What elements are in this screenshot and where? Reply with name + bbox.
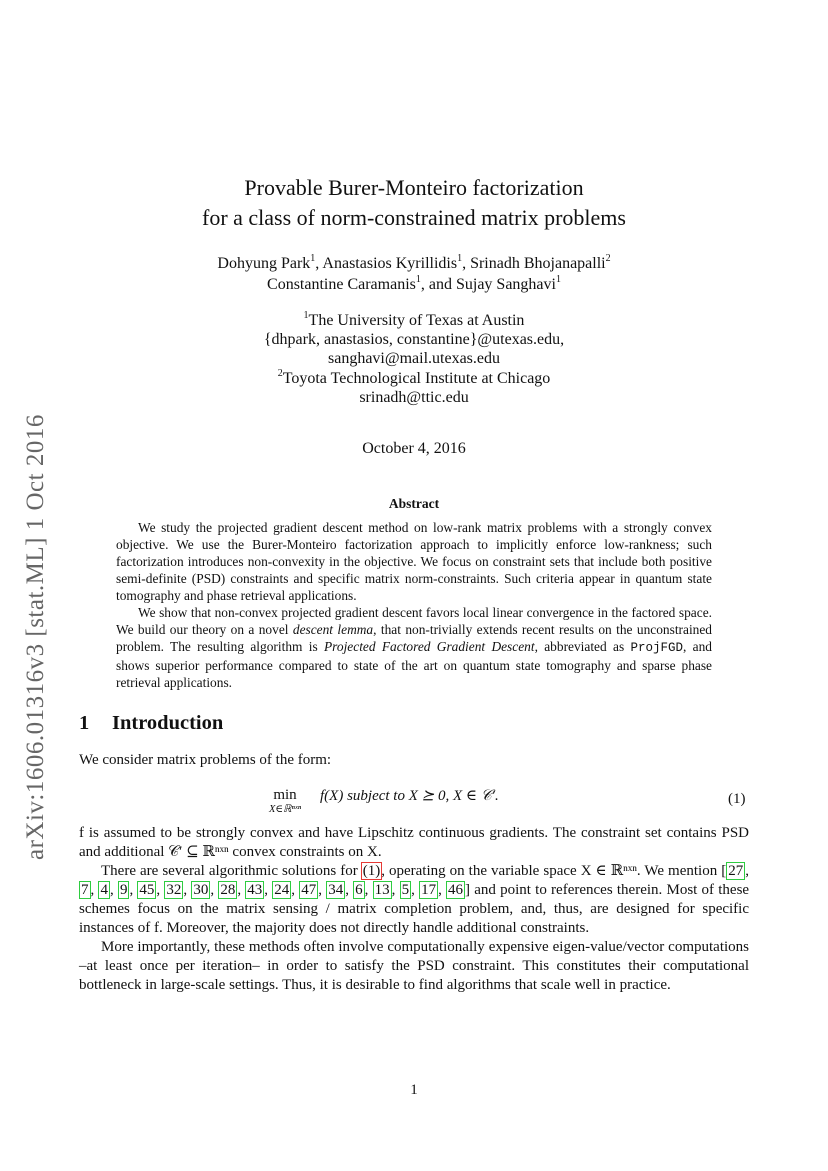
affiliation-1 bbox=[0, 311, 828, 331]
affiliation-name: Toyota Technological Institute at Chicago bbox=[282, 370, 551, 387]
intro-lead: We consider matrix problems of the form: bbox=[79, 752, 332, 768]
affiliation-name: The University of Texas at Austin bbox=[308, 312, 525, 329]
email-line-1: {dhpark, anastasios, constantine}@utexas.edu, bbox=[263, 331, 565, 348]
abstract-paragraph-2 bbox=[116, 604, 712, 691]
text-run: , that non-trivially extends recent results on the unconstrained problem. The resulting algorithm is bbox=[116, 622, 712, 654]
section-heading bbox=[79, 712, 223, 735]
citation-link[interactable]: 45 bbox=[139, 882, 155, 898]
equation-1 bbox=[0, 783, 828, 823]
intro-paragraph-3: More importantly, these methods often involve computationally expensive eigen-value/vector computations –at least once per iteration– in order to satisfy the PSD constraint. This constitutes their computational bottleneck in large-scale settings. Thus, it is desirable to find algorithms that scale well in practice. bbox=[79, 939, 749, 993]
citation-link[interactable]: 13 bbox=[374, 882, 390, 898]
author-name: Anastasios Kyrillidis bbox=[322, 255, 458, 272]
author-name: Dohyung Park bbox=[217, 255, 311, 272]
affil-mark: 1 bbox=[303, 310, 309, 321]
email-line-3: srinadh@ttic.edu bbox=[359, 389, 469, 406]
section-title: Introduction bbox=[112, 712, 224, 734]
citation-link[interactable]: 28 bbox=[220, 882, 236, 898]
citation-link[interactable]: 7 bbox=[81, 882, 89, 898]
text-run: , abbreviated as bbox=[534, 639, 631, 654]
citation-link[interactable]: 17 bbox=[421, 882, 437, 898]
equation-number: (1) bbox=[728, 791, 746, 807]
author-affil-mark: 1 bbox=[457, 253, 463, 264]
paper-date: October 4, 2016 bbox=[362, 440, 466, 457]
emphasis-algorithm-name: Projected Factored Gradient Descent bbox=[324, 639, 535, 654]
text-run: There are several algorithmic solutions for bbox=[101, 863, 362, 879]
equation-min: min bbox=[273, 787, 297, 803]
abstract-body bbox=[116, 519, 712, 691]
code-projfgd: ProjFGD bbox=[630, 641, 683, 655]
citation-link[interactable]: 47 bbox=[301, 882, 317, 898]
citation-link[interactable]: 46 bbox=[448, 882, 464, 898]
citation-link[interactable]: 6 bbox=[355, 882, 363, 898]
author-affil-mark: 1 bbox=[415, 274, 421, 285]
author-affil-mark: 1 bbox=[555, 274, 561, 285]
citation-link[interactable]: 9 bbox=[119, 882, 128, 898]
equation-subscript: X∈ℝⁿˣⁿ bbox=[268, 804, 302, 815]
equation-min-operator bbox=[255, 787, 315, 815]
paper-title-line-1: Provable Burer-Monteiro factorization bbox=[244, 175, 584, 200]
citation-link[interactable]: 24 bbox=[274, 882, 290, 898]
author-line-2: Constantine Caramanis$^1$, and Sujay Sanghavi$^1$ bbox=[267, 274, 561, 293]
text-run: We show that non-convex projected gradient descent favors local linear convergence in the factored space. We build our theory on a novel bbox=[116, 605, 712, 637]
citation-link[interactable]: 27 bbox=[728, 863, 744, 879]
citation-link[interactable]: 32 bbox=[166, 882, 182, 898]
section-number: 1 bbox=[79, 712, 90, 734]
arxiv-stamp: arXiv:1606.01316v3 [stat.ML] 1 Oct 2016 bbox=[22, 414, 49, 860]
affiliation-2 bbox=[0, 369, 828, 389]
abstract-heading: Abstract bbox=[388, 496, 440, 511]
citation-link[interactable]: 4 bbox=[100, 882, 108, 898]
author-affil-mark: 2 bbox=[605, 253, 611, 264]
author-line-1: Dohyung Park$^1$, Anastasios Kyrillidis$^1$, Srinadh Bhojanapalli$^2$ bbox=[217, 253, 611, 272]
intro-body bbox=[79, 824, 749, 995]
citation-link[interactable]: 30 bbox=[193, 882, 209, 898]
equation-body: f(X) subject to X ⪰ 0, X ∈ 𝒞′. bbox=[320, 788, 499, 804]
author-name: Sujay Sanghavi bbox=[455, 276, 556, 293]
affil-mark: 2 bbox=[277, 368, 283, 379]
author-name: Srinadh Bhojanapalli bbox=[470, 255, 606, 272]
text-run: ] and point to references therein. Most of these schemes focus on the matrix sensing / matrix completion problem, and, thus, are designed for specific instances of f. Moreover, the majority does not directly handle additional constraints. bbox=[79, 882, 750, 936]
equation-reference-link[interactable]: (1) bbox=[362, 863, 381, 879]
text-run: , and shows superior performance compared to state of the art on quantum state tomography and sparse phase retrieval applications. bbox=[116, 639, 712, 690]
email-line-2: sanghavi@mail.utexas.edu bbox=[327, 350, 501, 367]
paper-title-line-2: for a class of norm-constrained matrix problems bbox=[202, 205, 626, 230]
page-number: 1 bbox=[410, 1082, 418, 1098]
citation-link[interactable]: 34 bbox=[328, 882, 344, 898]
intro-paragraph-1: f is assumed to be strongly convex and have Lipschitz continuous gradients. The constraint set contains PSD and additional 𝒞′ ⊆ ℝⁿˣⁿ convex constraints on X. bbox=[79, 825, 749, 860]
citation-link[interactable]: 5 bbox=[401, 882, 410, 898]
citation-link[interactable]: 43 bbox=[247, 882, 263, 898]
intro-paragraph-2 bbox=[79, 862, 749, 938]
author-affil-mark: 1 bbox=[310, 253, 316, 264]
citation-list: 27 , 7 , 4 , 9 , 45 , 32 , 30 , 28 , 43 , 24 , 47 , 34 , 6 , 13 , 5 , 17 , 46 bbox=[81, 863, 749, 898]
text-run: , operating on the variable space X ∈ ℝⁿˣⁿ. We mention [ bbox=[381, 863, 727, 879]
author-name: Constantine Caramanis bbox=[267, 276, 416, 293]
abstract-paragraph-1: We study the projected gradient descent method on low-rank matrix problems with a strongly convex objective. We use the Burer-Monteiro factorization approach to implicitly enforce low-rankness; such factorization introduces non-convexity in the objective. We focus on constraint sets that include both positive semi-definite (PSD) constraints and specific matrix norm-constraints. Such criteria appear in quantum state tomography and phase retrieval applications. bbox=[116, 520, 712, 603]
emphasis-descent-lemma: descent lemma bbox=[292, 622, 374, 637]
